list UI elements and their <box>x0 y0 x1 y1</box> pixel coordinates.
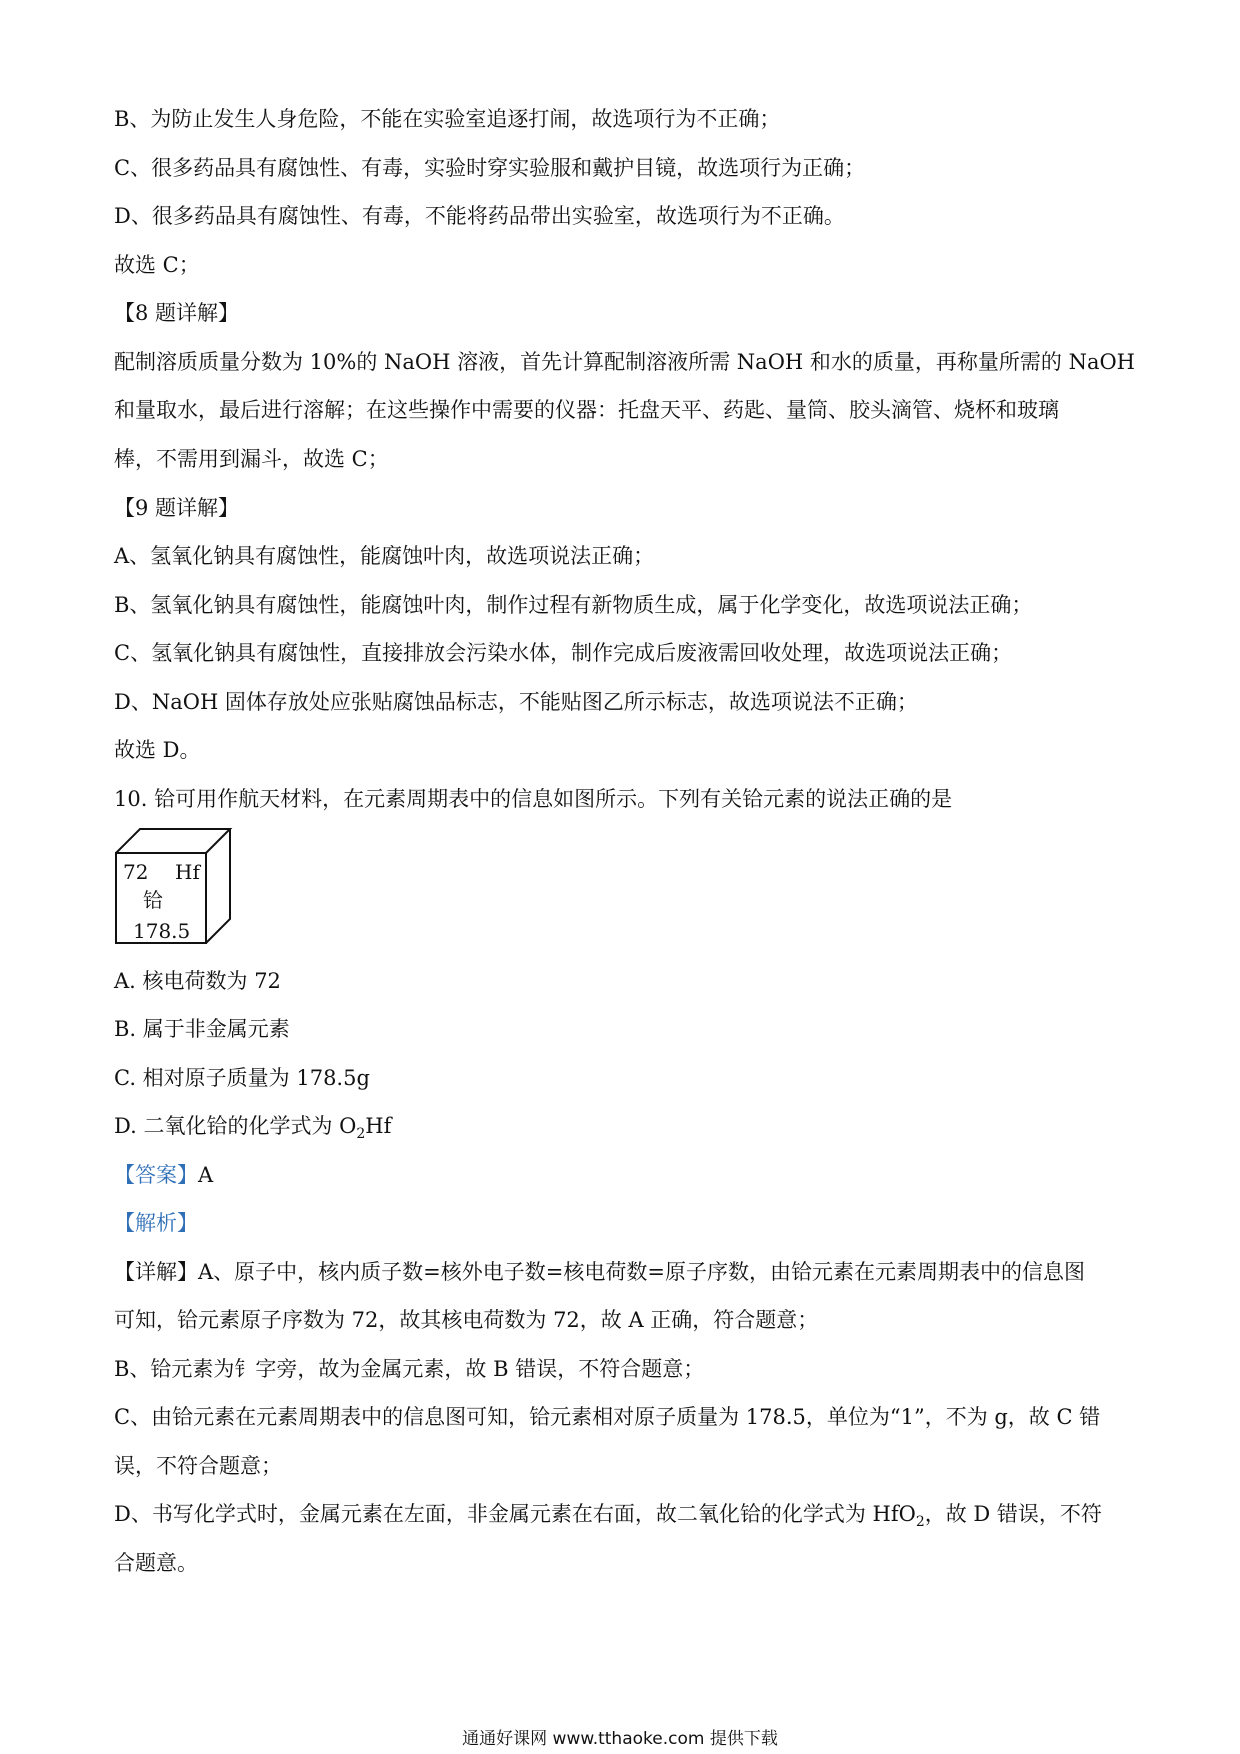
text-line: 故选 C； <box>114 253 200 277</box>
text-line: C、很多药品具有腐蚀性、有毒，实验时穿实验服和戴护目镜，故选项行为正确； <box>114 156 866 180</box>
text-line: D、NaOH 固体存放处应张贴腐蚀品标志，不能贴图乙所示标志，故选项说法不正确； <box>114 690 918 714</box>
subscript: 2 <box>915 1514 925 1531</box>
answer-value: A <box>198 1163 214 1187</box>
text-line: A、氢氧化钠具有腐蚀性，能腐蚀叶肉，故选项说法正确； <box>114 544 655 568</box>
text-line: 棒，不需用到漏斗，故选 C； <box>114 447 389 471</box>
explain-line: C、由铪元素在元素周期表中的信息图可知，铪元素相对原子质量为 178.5，单位为“1”，不为 g，故 C 错 <box>114 1405 1101 1429</box>
explain-line: 误，不符合题意； <box>114 1454 282 1478</box>
explain-line: 可知，铪元素原子序数为 72，故其核电荷数为 72，故 A 正确，符合题意； <box>114 1308 819 1332</box>
element-symbol: Hf <box>175 860 200 884</box>
text-line: B、氢氧化钠具有腐蚀性，能腐蚀叶肉，制作过程有新物质生成，属于化学变化，故选项说法正确； <box>114 593 1033 617</box>
atomic-mass: 178.5 <box>133 919 191 943</box>
answer-label: 【答案】 <box>114 1163 198 1187</box>
page-footer: 通通好课网 www.tthaoke.com 提供下载 <box>462 1729 778 1749</box>
explain-line: 合题意。 <box>114 1551 198 1575</box>
question-stem: 10. 铪可用作航天材料，在元素周期表中的信息如图所示。下列有关铪元素的说法正确的是 <box>114 787 953 811</box>
section-heading: 【8 题详解】 <box>114 301 240 325</box>
element-name: 铪 <box>143 888 163 912</box>
analysis-label: 【解析】 <box>114 1211 198 1235</box>
text-line: 和量取水，最后进行溶解；在这些操作中需要的仪器：托盘天平、药匙、量筒、胶头滴管、烧杯和玻璃 <box>114 398 1059 422</box>
subscript: 2 <box>356 1126 366 1143</box>
text-line: 故选 D。 <box>114 738 201 762</box>
answer-line <box>114 1161 213 1189</box>
element-cell-figure <box>113 826 233 946</box>
option-c: C. 相对原子质量为 178.5g <box>114 1066 370 1090</box>
text-line: C、氢氧化钠具有腐蚀性，直接排放会污染水体，制作完成后废液需回收处理，故选项说法正确； <box>114 641 1013 665</box>
explain-line-d <box>114 1500 1102 1536</box>
option-a: A. 核电荷数为 72 <box>114 969 281 993</box>
option-b: B. 属于非金属元素 <box>114 1017 290 1041</box>
section-heading: 【9 题详解】 <box>114 496 240 520</box>
explain-d-prefix: D、书写化学式时，金属元素在左面，非金属元素在右面，故二氧化铪的化学式为 HfO <box>114 1502 916 1526</box>
option-d <box>114 1112 391 1148</box>
option-d-prefix: D. 二氧化铪的化学式为 O <box>114 1114 357 1138</box>
explain-d-suffix: ，故 D 错误，不符 <box>924 1502 1102 1526</box>
option-d-suffix: Hf <box>365 1114 392 1138</box>
atomic-number: 72 <box>123 860 149 884</box>
text-line: B、为防止发生人身危险，不能在实验室追逐打闹，故选项行为不正确； <box>114 107 781 131</box>
explain-line: B、铪元素为钅字旁，故为金属元素，故 B 错误，不符合题意； <box>114 1357 705 1381</box>
explain-line: 【详解】A、原子中，核内质子数=核外电子数=核电荷数=原子序数，由铪元素在元素周期表中的信息图 <box>114 1260 1085 1284</box>
text-line: 配制溶质质量分数为 10%的 NaOH 溶液，首先计算配制溶液所需 NaOH 和水的质量，再称量所需的 NaOH <box>114 350 1135 374</box>
text-line: D、很多药品具有腐蚀性、有毒，不能将药品带出实验室，故选项行为不正确。 <box>114 204 845 228</box>
